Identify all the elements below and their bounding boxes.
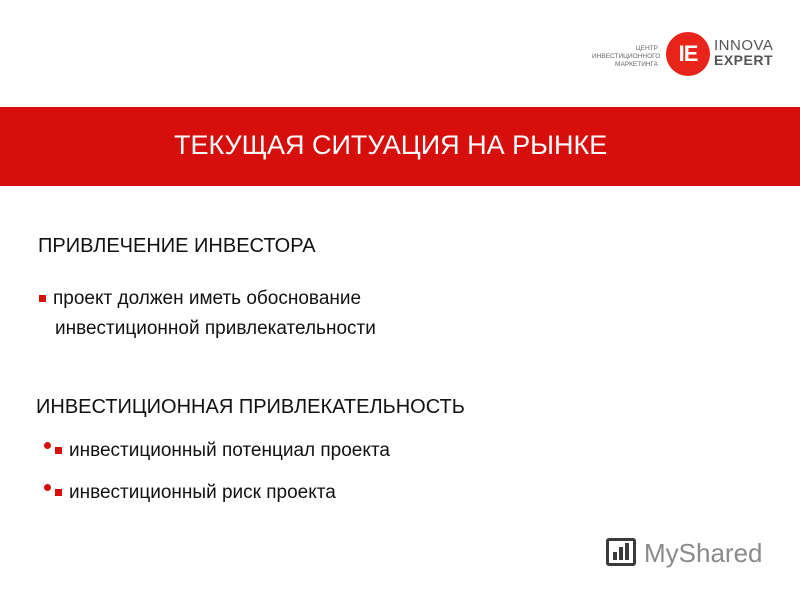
logo-subtitle — [592, 45, 661, 69]
logo-word-expert: EXPERT — [714, 52, 774, 68]
section-heading-attractiveness: ИНВЕСТИЦИОННАЯ ПРИВЛЕКАТЕЛЬНОСТЬ — [36, 396, 465, 418]
logo-wordmark — [714, 39, 773, 67]
logo-subtitle-line: МАРКЕТИНГА — [615, 61, 658, 68]
watermark-text: MyShared — [644, 538, 763, 568]
list-item — [44, 482, 336, 504]
section-heading-investor: ПРИВЛЕЧЕНИЕ ИНВЕСТОРА — [38, 235, 316, 257]
list-item-text: инвестиционный потенциал проекта — [69, 440, 390, 461]
logo-mark: IE — [666, 32, 710, 76]
watermark — [606, 536, 766, 572]
list-item — [39, 284, 376, 344]
list-item — [44, 440, 390, 462]
list-item-text: инвестиционный риск проекта — [69, 482, 336, 503]
logo-word-innova: INNOVA — [714, 37, 774, 54]
dot-bullet-icon — [44, 442, 51, 449]
presentation-board-icon — [606, 538, 636, 566]
square-bullet-icon — [55, 447, 62, 454]
list-item-text-continued: инвестиционной привлекательности — [55, 318, 376, 339]
logo-subtitle-line: ИНВЕСТИЦИОННОГО — [592, 53, 661, 60]
square-bullet-icon — [55, 489, 62, 496]
square-bullet-icon — [39, 295, 46, 302]
slide-title: ТЕКУЩАЯ СИТУАЦИЯ НА РЫНКЕ — [174, 130, 608, 160]
logo-subtitle-line: ЦЕНТР — [635, 45, 658, 52]
dot-bullet-icon — [44, 484, 51, 491]
brand-logo — [592, 30, 792, 80]
list-item-text: проект должен иметь обоснование — [53, 288, 362, 309]
